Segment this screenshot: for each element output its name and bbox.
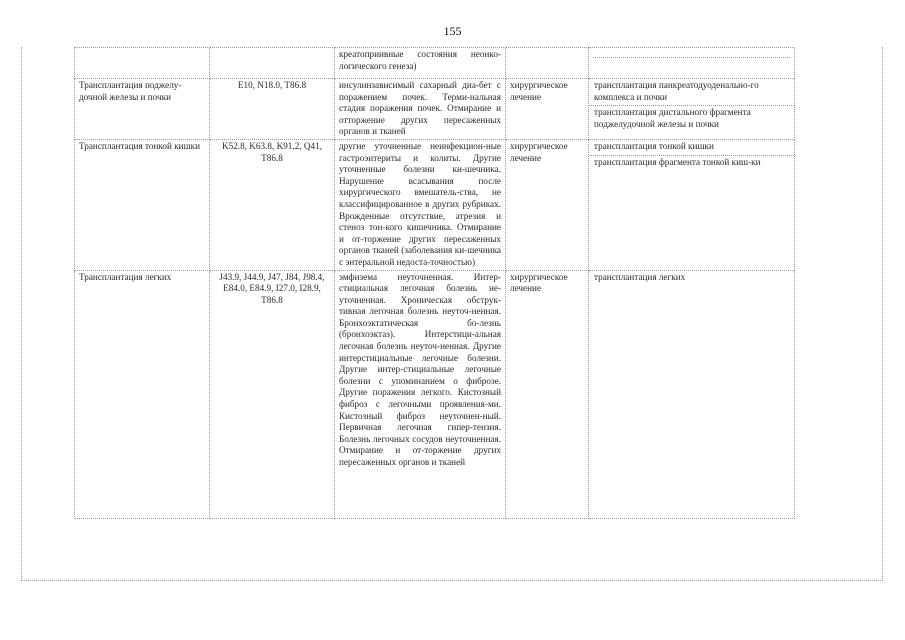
- procedure-name-cell: [75, 48, 210, 79]
- method-item: трансплантация панкреатодуоденально-го комплекса и почки: [594, 80, 759, 102]
- condition-cell: инсулинзависимый сахарный диа-бет с поражением почек. Терми-нальная стадия поражения почек. Отмирание и отторжение других пересаженных органов и тканей: [335, 79, 506, 140]
- treatment-type-cell: хирургическое лечение: [506, 79, 589, 140]
- condition-cell: эмфизема неуточненная. Интер-стициальная легочная болезнь не-уточненная. Хроническая обструк-тивная легочная болезнь неуточ-ненная. Бронхоэктатическая бо-лезнь (бронхоэктаз). Интерстици-альная легочная болезнь неуточ-ненная. Другие интерстициальные легочные болезни. Другие интер-стициальные легочные болезни с упоминанием о фиброзе. Другие поражения легкого. Кистозный фиброз с легочными проявления-ми. Кистозный фиброз неуточнен-ный. Первичная легочная гипер-тензия. Болезнь легочных сосудов неуточненная. Отмирание и от-торжение других пересаженных органов и тканей: [335, 270, 506, 518]
- method-item: [589, 48, 794, 51]
- icd-codes-cell: K52.8, K63.8, K91.2, Q41, T86.8: [210, 139, 335, 270]
- condition-cell: другие уточненные неинфекцион-ные гастроэнтериты и колиты. Другие уточненные болезни ки-шечника. Нарушение всасывания после хирургического вмешатель-ства, не классифицированное в других рубриках. Врожденные отсутствие, атрезия и стеноз тон-кого кишечника. Отмирание и от-торжение других пересаженных органов тканей (заболевания ки-шечника с энтеральной недоста-точностью): [335, 139, 506, 270]
- icd-codes-cell: E10, N18.0, T86.8: [210, 79, 335, 140]
- procedure-name-cell: Трансплантация поджелу-дочной железы и почки: [75, 79, 210, 140]
- icd-codes-cell: J43.9, J44.9, J47, J84, J98.4, E84.0, E84.9, I27.0, I28.9, T86.8: [210, 270, 335, 518]
- methods-cell: [589, 270, 795, 518]
- method-item: трансплантация тонкой кишки: [594, 140, 714, 151]
- method-item: трансплантация фрагмента тонкой киш-ки: [589, 155, 794, 171]
- method-item: трансплантация легких: [594, 271, 686, 282]
- methods-cell: [589, 48, 795, 79]
- table-row: [75, 48, 795, 79]
- procedure-name-cell: Трансплантация тонкой кишки: [75, 139, 210, 270]
- divider: [593, 57, 790, 58]
- condition-cell: креатоприивные состояния неонко-логического генеза): [335, 48, 506, 79]
- icd-codes-cell: [210, 48, 335, 79]
- page-number: 155: [443, 24, 462, 38]
- procedures-table: [74, 47, 795, 519]
- table-row: [75, 270, 795, 518]
- procedure-name-cell: Трансплантация легких: [75, 270, 210, 518]
- treatment-type-cell: хирургическое лечение: [506, 139, 589, 270]
- method-item: трансплантация дистального фрагмента поджелудочной железы и почки: [589, 105, 794, 132]
- table-row: [75, 79, 795, 140]
- methods-cell: [589, 139, 795, 270]
- treatment-type-cell: хирургическое лечение: [506, 270, 589, 518]
- treatment-type-cell: [506, 48, 589, 79]
- table-row: [75, 139, 795, 270]
- methods-cell: [589, 79, 795, 140]
